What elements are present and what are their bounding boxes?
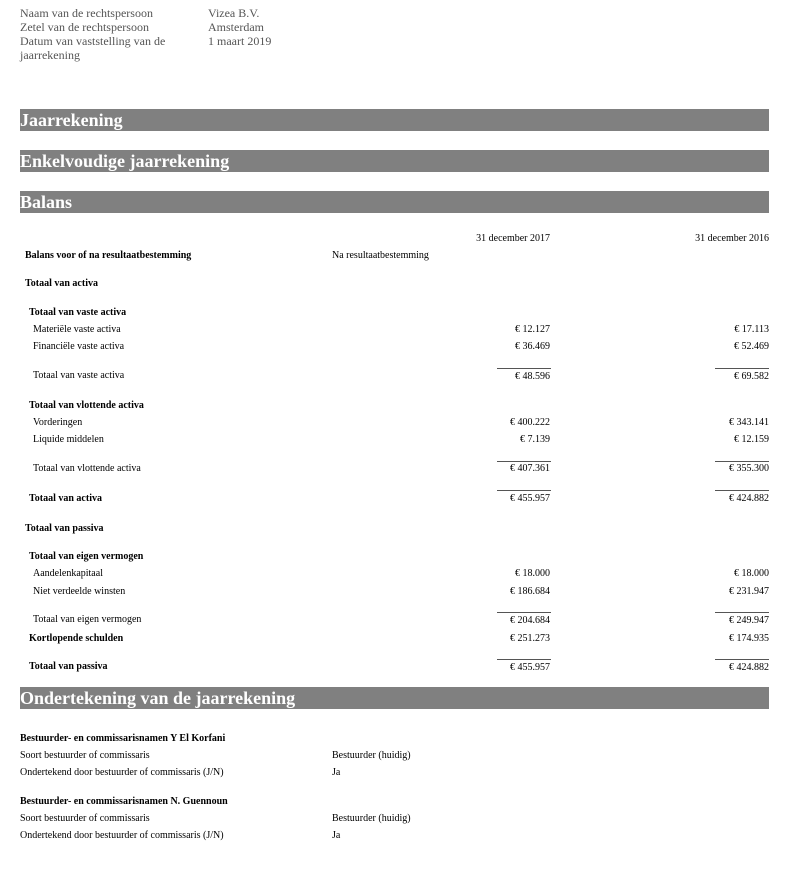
director-title: Bestuurder- en commissarisnamen N. Guennoun: [20, 796, 228, 807]
meta-row-seat: [20, 20, 271, 34]
total-underline: [497, 612, 551, 613]
total-underline: [497, 659, 551, 660]
director-type-value: Bestuurder (huidig): [332, 750, 411, 761]
row-value-2016: € 17.113: [734, 324, 769, 335]
row-label: Totaal van eigen vermogen: [29, 551, 144, 562]
basis-value: Na resultaatbestemming: [332, 250, 429, 261]
row-value-2017: € 18.000: [515, 568, 550, 579]
meta-value: 1 maart 2019: [208, 34, 272, 48]
director-signed-value: Ja: [332, 830, 341, 841]
row-value-2017: € 400.222: [510, 417, 550, 428]
director-signed-value: Ja: [332, 767, 341, 778]
row-value-2016: € 174.935: [729, 633, 769, 644]
row-value-2017: € 186.684: [510, 586, 550, 597]
row-label: Totaal van vaste activa: [33, 370, 125, 381]
heading-balans: Balans: [20, 191, 769, 213]
row-label: Niet verdeelde winsten: [33, 586, 126, 597]
row-value-2016: € 18.000: [734, 568, 769, 579]
row-label: Totaal van vaste activa: [29, 307, 127, 318]
row-label: Totaal van passiva: [29, 661, 108, 672]
row-label: Totaal van passiva: [25, 523, 104, 534]
total-underline: [715, 461, 769, 462]
row-value-2017: € 7.139: [520, 434, 550, 445]
row-value-2016: € 69.582: [734, 371, 769, 382]
basis-label: Balans voor of na resultaatbestemming: [25, 250, 192, 261]
row-value-2016: € 355.300: [729, 463, 769, 474]
row-label: Aandelenkapitaal: [33, 568, 103, 579]
row-value-2016: € 249.947: [729, 615, 769, 626]
total-underline: [497, 461, 551, 462]
heading-jaarrekening: Jaarrekening: [20, 109, 769, 131]
meta-label: Zetel van de rechtspersoon: [20, 20, 149, 34]
row-label: Totaal van vlottende activa: [33, 463, 141, 474]
row-value-2016: € 12.159: [734, 434, 769, 445]
row-value-2017: € 36.469: [515, 341, 550, 352]
row-value-2016: € 424.882: [729, 493, 769, 504]
column-header-2017: 31 december 2017: [476, 233, 550, 244]
row-value-2016: € 52.469: [734, 341, 769, 352]
meta-row-name: [20, 6, 271, 20]
total-underline: [715, 659, 769, 660]
heading-enkelvoudige-jaarrekening: Enkelvoudige jaarrekening: [20, 150, 769, 172]
row-label: Financiële vaste activa: [33, 341, 125, 352]
meta-row-date: [20, 34, 271, 62]
row-label: Totaal van eigen vermogen: [33, 614, 142, 625]
director-type-value: Bestuurder (huidig): [332, 813, 411, 824]
total-underline: [715, 490, 769, 491]
row-value-2017: € 251.273: [510, 633, 550, 644]
director-signed-label: Ondertekend door bestuurder of commissaris (J/N): [20, 767, 224, 778]
company-meta: [20, 6, 271, 62]
row-label: Totaal van activa: [29, 493, 102, 504]
director-type-label: Soort bestuurder of commissaris: [20, 750, 150, 761]
row-value-2017: € 455.957: [510, 493, 550, 504]
director-title: Bestuurder- en commissarisnamen Y El Korfani: [20, 733, 226, 744]
row-value-2017: € 204.684: [510, 615, 550, 626]
column-header-2016: 31 december 2016: [695, 233, 769, 244]
row-label: Liquide middelen: [33, 434, 104, 445]
row-value-2016: € 424.882: [729, 662, 769, 673]
meta-value: Vizea B.V.: [208, 6, 260, 20]
row-label: Materiële vaste activa: [33, 324, 121, 335]
row-label: Kortlopende schulden: [29, 633, 124, 644]
total-underline: [497, 490, 551, 491]
total-underline: [715, 368, 769, 369]
row-value-2017: € 48.596: [515, 371, 550, 382]
row-value-2017: € 455.957: [510, 662, 550, 673]
row-value-2017: € 407.361: [510, 463, 550, 474]
row-label: Vorderingen: [33, 417, 83, 428]
row-value-2016: € 343.141: [729, 417, 769, 428]
heading-ondertekening: Ondertekening van de jaarrekening: [20, 687, 769, 709]
row-value-2017: € 12.127: [515, 324, 550, 335]
director-type-label: Soort bestuurder of commissaris: [20, 813, 150, 824]
meta-label: Naam van de rechtspersoon: [20, 6, 153, 20]
row-value-2016: € 231.947: [729, 586, 769, 597]
row-label: Totaal van vlottende activa: [29, 400, 144, 411]
total-underline: [715, 612, 769, 613]
director-signed-label: Ondertekend door bestuurder of commissaris (J/N): [20, 830, 224, 841]
row-label: Totaal van activa: [25, 278, 98, 289]
total-underline: [497, 368, 551, 369]
meta-label: Datum van vaststelling van de jaarrekening: [20, 34, 166, 62]
meta-value: Amsterdam: [208, 20, 264, 34]
